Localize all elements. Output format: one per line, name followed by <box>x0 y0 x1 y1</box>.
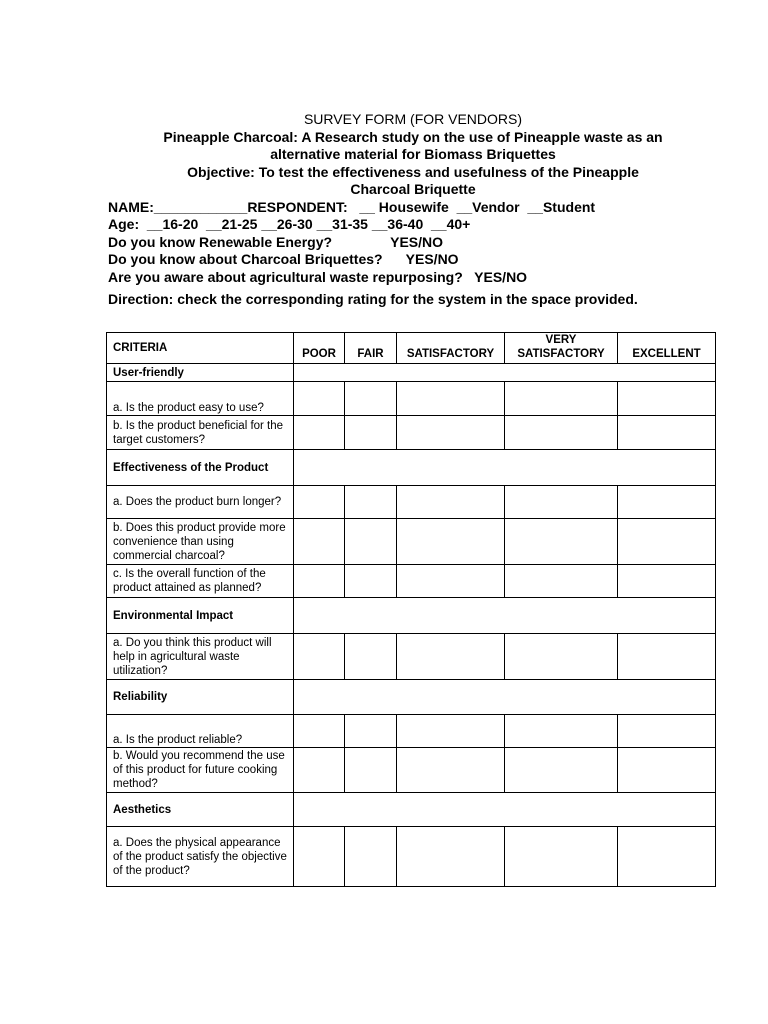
rating-cell-poor[interactable] <box>294 634 345 680</box>
rating-cell-very-satisfactory[interactable] <box>505 634 618 680</box>
section-blank-cell <box>294 598 716 634</box>
question-cell: a. Do you think this product will help in agricultural waste utilization? <box>107 634 294 680</box>
section-title: Environmental Impact <box>107 598 294 634</box>
rating-cell-fair[interactable] <box>345 416 397 450</box>
name-respondent-line[interactable]: NAME:____________RESPONDENT: __ Housewife __Vendor __Student <box>108 198 596 215</box>
direction-text: Direction: check the corresponding rating for the system in the space provided. <box>108 291 638 307</box>
rating-cell-excellent[interactable] <box>618 634 716 680</box>
rating-cell-satisfactory[interactable] <box>397 748 505 793</box>
section-blank-cell <box>294 680 716 715</box>
rating-cell-excellent[interactable] <box>618 827 716 887</box>
question-renewable-energy[interactable]: Do you know Renewable Energy? YES/NO <box>108 233 444 250</box>
rating-cell-satisfactory[interactable] <box>397 715 505 748</box>
question-charcoal-briquettes[interactable]: Do you know about Charcoal Briquettes? YES/NO <box>108 251 459 267</box>
rating-cell-satisfactory[interactable] <box>397 486 505 519</box>
section-title: Aesthetics <box>107 793 294 827</box>
study-title-line-1: Pineapple Charcoal: A Research study on the use of Pineapple waste as an <box>163 128 663 145</box>
question-cell: a. Is the product reliable? <box>107 715 294 748</box>
table-row <box>107 486 716 519</box>
section-title: Effectiveness of the Product <box>107 450 294 486</box>
question-agricultural-waste[interactable]: Are you aware about agricultural waste repurposing? YES/NO <box>108 268 528 285</box>
table-row <box>107 519 716 565</box>
rating-cell-satisfactory[interactable] <box>397 565 505 598</box>
rating-cell-very-satisfactory[interactable] <box>505 382 618 416</box>
table-row <box>107 748 716 793</box>
survey-header <box>108 111 718 308</box>
rating-cell-very-satisfactory[interactable] <box>505 519 618 565</box>
rating-header-excellent: EXCELLENT <box>618 333 716 364</box>
rating-cell-fair[interactable] <box>345 827 397 887</box>
rating-cell-fair[interactable] <box>345 565 397 598</box>
rating-cell-poor[interactable] <box>294 519 345 565</box>
rating-cell-satisfactory[interactable] <box>397 634 505 680</box>
objective-line-1: Objective: To test the effectiveness and usefulness of the Pineapple <box>187 163 639 180</box>
table-row <box>107 416 716 450</box>
question-cell: a. Does the product burn longer? <box>107 486 294 519</box>
table-row <box>107 565 716 598</box>
rating-cell-poor[interactable] <box>294 565 345 598</box>
rating-cell-excellent[interactable] <box>618 519 716 565</box>
question-cell: b. Is the product beneficial for the target customers? <box>107 416 294 450</box>
age-line[interactable]: Age: __16-20 __21-25 __26-30 __31-35 __36-40 __40+ <box>108 216 471 232</box>
rating-cell-excellent[interactable] <box>618 748 716 793</box>
rating-cell-poor[interactable] <box>294 486 345 519</box>
section-row <box>107 450 716 486</box>
question-cell: b. Does this product provide more convenience than using commercial charcoal? <box>107 519 294 565</box>
rating-cell-very-satisfactory[interactable] <box>505 486 618 519</box>
rating-cell-very-satisfactory[interactable] <box>505 416 618 450</box>
objective-line-2: Charcoal Briquette <box>350 181 476 197</box>
section-row <box>107 680 716 715</box>
rating-cell-very-satisfactory[interactable] <box>505 748 618 793</box>
rating-cell-poor[interactable] <box>294 748 345 793</box>
rating-header-satisfactory: SATISFACTORY <box>397 333 505 364</box>
criteria-header: CRITERIA <box>107 333 294 364</box>
rating-cell-fair[interactable] <box>345 382 397 416</box>
question-cell: a. Is the product easy to use? <box>107 382 294 416</box>
table-header-row <box>107 333 716 364</box>
section-row <box>107 793 716 827</box>
form-title: SURVEY FORM (FOR VENDORS) <box>303 111 523 127</box>
table-row <box>107 715 716 748</box>
rating-header-very-satisfactory: VERY SATISFACTORY <box>505 333 618 364</box>
rating-header-fair: FAIR <box>345 333 397 364</box>
rating-cell-fair[interactable] <box>345 519 397 565</box>
rating-cell-excellent[interactable] <box>618 715 716 748</box>
study-title-line-2: alternative material for Biomass Briquettes <box>270 146 556 162</box>
table-row <box>107 827 716 887</box>
rating-cell-satisfactory[interactable] <box>397 827 505 887</box>
table-row <box>107 382 716 416</box>
rating-cell-satisfactory[interactable] <box>397 416 505 450</box>
rating-cell-excellent[interactable] <box>618 382 716 416</box>
rating-cell-fair[interactable] <box>345 486 397 519</box>
rating-cell-fair[interactable] <box>345 748 397 793</box>
section-blank-cell <box>294 450 716 486</box>
question-cell: b. Would you recommend the use of this product for future cooking method? <box>107 748 294 793</box>
rating-cell-very-satisfactory[interactable] <box>505 827 618 887</box>
rating-header-poor: POOR <box>294 333 345 364</box>
rating-cell-very-satisfactory[interactable] <box>505 715 618 748</box>
section-blank-cell <box>294 364 716 382</box>
section-title: User-friendly <box>107 364 294 382</box>
rating-cell-very-satisfactory[interactable] <box>505 565 618 598</box>
question-cell: c. Is the overall function of the product attained as planned? <box>107 565 294 598</box>
rating-cell-fair[interactable] <box>345 634 397 680</box>
rating-cell-fair[interactable] <box>345 715 397 748</box>
rating-cell-poor[interactable] <box>294 715 345 748</box>
rating-cell-excellent[interactable] <box>618 416 716 450</box>
rating-cell-satisfactory[interactable] <box>397 382 505 416</box>
section-title: Reliability <box>107 680 294 715</box>
rating-cell-poor[interactable] <box>294 827 345 887</box>
rating-cell-poor[interactable] <box>294 382 345 416</box>
table-row <box>107 634 716 680</box>
section-blank-cell <box>294 793 716 827</box>
rating-table <box>106 332 716 887</box>
rating-cell-satisfactory[interactable] <box>397 519 505 565</box>
section-row <box>107 364 716 382</box>
section-row <box>107 598 716 634</box>
rating-cell-poor[interactable] <box>294 416 345 450</box>
rating-cell-excellent[interactable] <box>618 565 716 598</box>
rating-cell-excellent[interactable] <box>618 486 716 519</box>
question-cell: a. Does the physical appearance of the product satisfy the objective of the product? <box>107 827 294 887</box>
